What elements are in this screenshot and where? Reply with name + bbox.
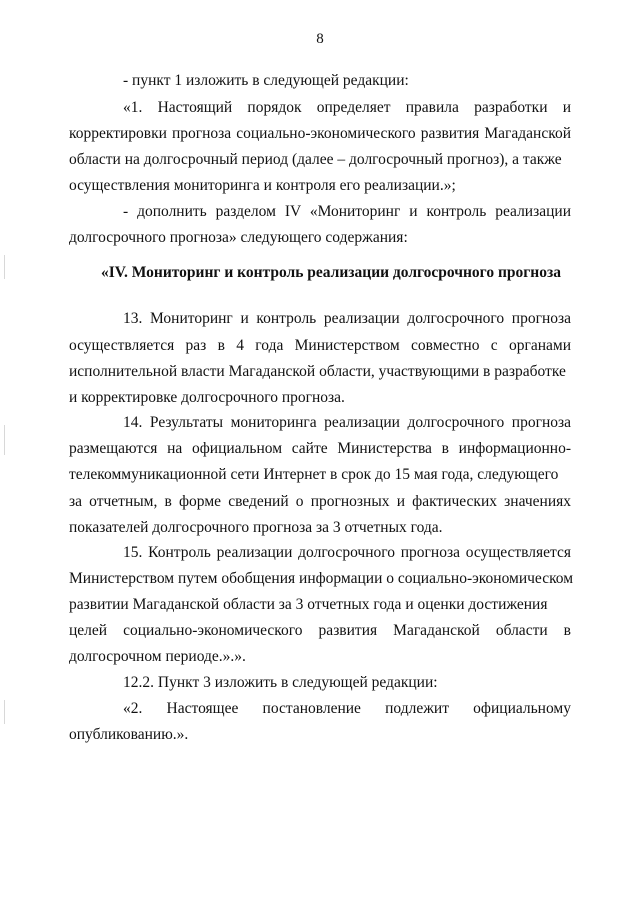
paragraph-line: осуществления мониторинга и контроля его реализации.»; <box>69 177 456 194</box>
intro-line: - пункт 1 изложить в следующей редакции: <box>123 72 409 89</box>
paragraph-line: «2. Настоящее постановление подлежит официальному <box>123 700 571 717</box>
paragraph-line: показателей долгосрочного прогноза за 3 отчетных года. <box>69 519 443 536</box>
page-number: 8 <box>316 31 324 47</box>
scan-edge-mark <box>4 425 5 455</box>
paragraph-line: Министерством путем обобщения информации о социально-экономическом <box>69 570 574 587</box>
paragraph-line: и корректировке долгосрочного прогноза. <box>69 389 345 406</box>
paragraph-line: - дополнить разделом IV «Мониторинг и контроль реализации <box>123 203 571 220</box>
paragraph-line: за отчетным, в форме сведений о прогнозных и фактических значениях <box>69 493 571 510</box>
paragraph-line: опубликованию.». <box>69 726 189 743</box>
paragraph-line: «1. Настоящий порядок определяет правила разработки и <box>123 99 571 116</box>
paragraph-line: телекоммуникационной сети Интернет в срок до 15 мая года, следующего <box>69 466 559 483</box>
scan-edge-mark <box>4 700 5 724</box>
paragraph-line: 14. Результаты мониторинга реализации долгосрочного прогноза <box>123 414 571 431</box>
paragraph-line: исполнительной власти Магаданской области, участвующими в разработке <box>69 363 566 380</box>
paragraph-line: 12.2. Пункт 3 изложить в следующей редакции: <box>123 674 438 691</box>
paragraph-line: размещаются на официальном сайте Министерства в информационно- <box>69 440 571 457</box>
paragraph-line: долгосрочного прогноза» следующего содержания: <box>69 229 408 246</box>
scan-edge-mark <box>4 255 5 279</box>
paragraph-line: долгосрочном периоде.».». <box>69 648 246 665</box>
paragraph-line: корректировки прогноза социально-экономического развития Магаданской <box>69 125 571 142</box>
paragraph-line: развитии Магаданской области за 3 отчетных года и оценки достижения <box>69 596 548 613</box>
section-heading: «IV. Мониторинг и контроль реализации долгосрочного прогноза <box>101 264 561 281</box>
paragraph-line: 15. Контроль реализации долгосрочного прогноза осуществляется <box>123 544 571 561</box>
paragraph-line: 13. Мониторинг и контроль реализации долгосрочного прогноза <box>123 310 571 327</box>
paragraph-line: осуществляется раз в 4 года Министерством совместно с органами <box>69 337 571 354</box>
paragraph-line: области на долгосрочный период (далее – долгосрочный прогноз), а также <box>69 151 562 168</box>
paragraph-line: целей социально-экономического развития Магаданской области в <box>69 622 571 639</box>
